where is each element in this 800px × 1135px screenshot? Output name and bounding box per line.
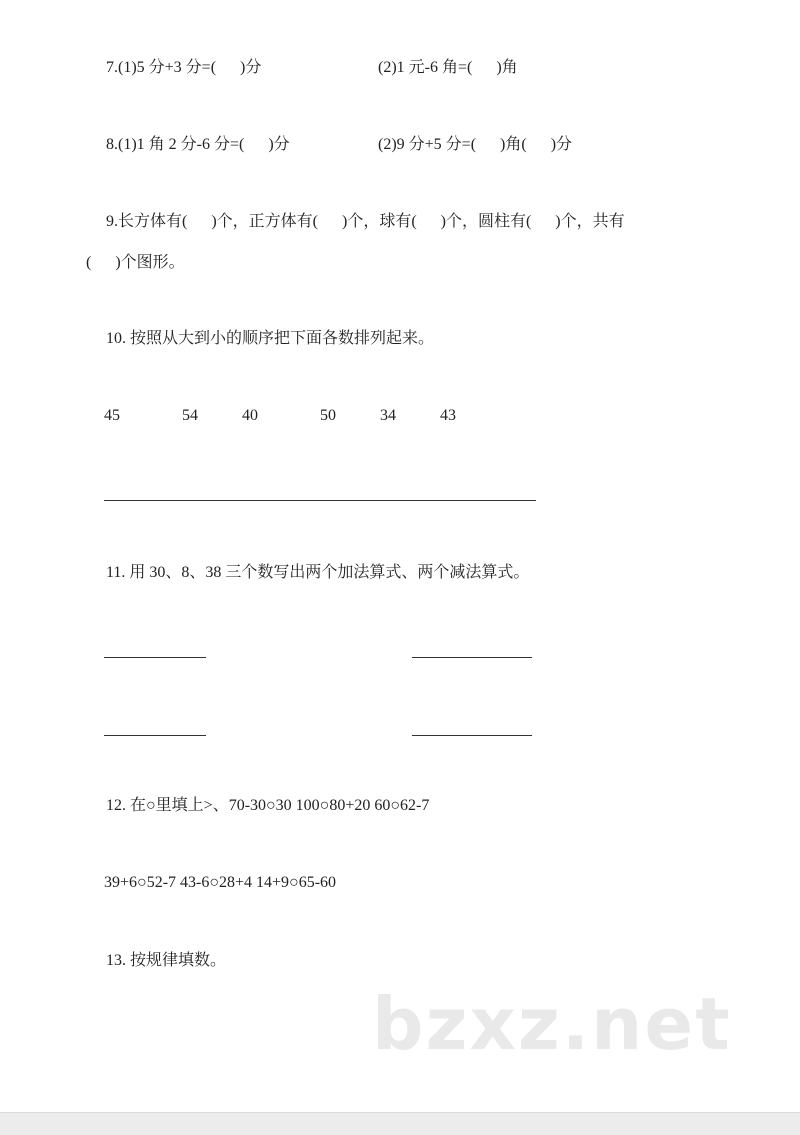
q13-prompt: 13. 按规律填数。 bbox=[106, 952, 227, 969]
q8-part1: 8.(1)1 角 2 分-6 分=( )分 bbox=[106, 136, 290, 153]
q10-number: 43 bbox=[440, 407, 456, 424]
q7-part2: (2)1 元-6 角=( )角 bbox=[378, 59, 518, 76]
watermark: bzxz.net bbox=[372, 982, 732, 1066]
q10-number: 34 bbox=[380, 407, 396, 424]
q11-answer-line bbox=[412, 657, 532, 658]
page-bottom-bar bbox=[0, 1112, 800, 1135]
q10-answer-line bbox=[104, 500, 536, 501]
q10-number: 54 bbox=[182, 407, 198, 424]
q10-number: 50 bbox=[320, 407, 336, 424]
q11-answer-line bbox=[412, 735, 532, 736]
q12-line2: 39+6○52-7 43-6○28+4 14+9○65-60 bbox=[104, 874, 337, 891]
q10-prompt: 10. 按照从大到小的顺序把下面各数排列起来。 bbox=[106, 330, 435, 347]
q11-prompt: 11. 用 30、8、38 三个数写出两个加法算式、两个减法算式。 bbox=[106, 564, 530, 581]
q10-number: 45 bbox=[104, 407, 120, 424]
q9-line1: 9.长方体有( )个，正方体有( )个，球有( )个，圆柱有( )个，共有 bbox=[106, 213, 625, 230]
q8-part2: (2)9 分+5 分=( )角( )分 bbox=[378, 136, 573, 153]
q11-answer-line bbox=[104, 735, 206, 736]
q12-line1: 12. 在○里填上>、70-30○30 100○80+20 60○62-7 bbox=[106, 797, 430, 814]
q7-part1: 7.(1)5 分+3 分=( )分 bbox=[106, 59, 262, 76]
q9-line2: ( )个图形。 bbox=[86, 254, 185, 271]
q11-answer-line bbox=[104, 657, 206, 658]
q10-number: 40 bbox=[242, 407, 258, 424]
